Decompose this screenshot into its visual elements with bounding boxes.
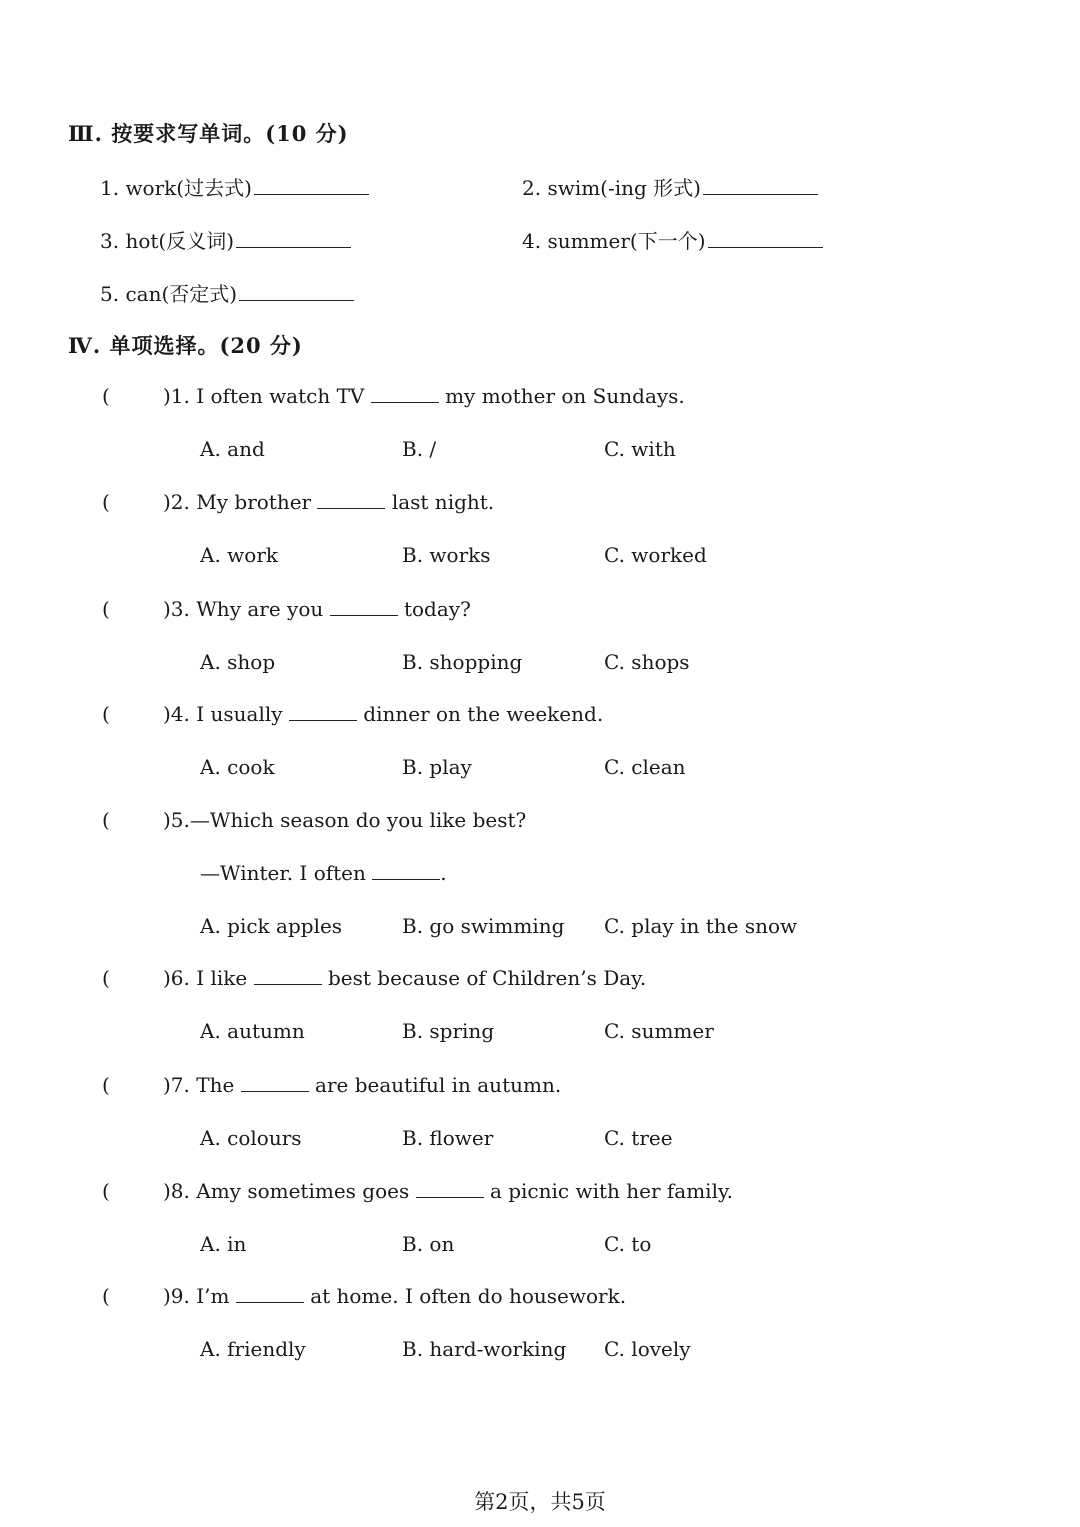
question-blank [241, 1073, 309, 1092]
question-6 [163, 966, 646, 990]
question-number: )1. [163, 384, 190, 408]
question-text: dinner on the weekend. [363, 702, 604, 726]
question-number: )7. [163, 1073, 190, 1097]
option-c: C. clean [604, 755, 686, 779]
question-3 [163, 597, 471, 621]
option-a: A. shop [200, 650, 276, 674]
answer-paren-9[interactable]: ( [102, 1284, 110, 1308]
question-4 [163, 702, 603, 726]
option-a: A. and [200, 437, 265, 461]
answer-paren-2[interactable]: ( [102, 490, 110, 514]
question-number: )2. [163, 490, 190, 514]
question-text: I like [196, 966, 248, 990]
option-b: B. spring [402, 1019, 495, 1043]
option-b: B. flower [402, 1126, 494, 1150]
word-item-5-label: 5. can(否定式) [100, 282, 238, 306]
question-text: at home. I often do housework. [310, 1284, 627, 1308]
option-c: C. with [604, 437, 676, 461]
question-text: My brother [196, 490, 312, 514]
option-b: B. go swimming [402, 914, 565, 938]
option-c: C. worked [604, 543, 707, 567]
question-text: I’m [196, 1284, 230, 1308]
question-blank [416, 1179, 484, 1198]
option-b: B. on [402, 1232, 455, 1256]
option-c: C. to [604, 1232, 652, 1256]
option-b: B. works [402, 543, 491, 567]
question-text: Why are you [196, 597, 324, 621]
answer-paren-4[interactable]: ( [102, 702, 110, 726]
option-b: B. hard-working [402, 1337, 567, 1361]
option-c: C. summer [604, 1019, 714, 1043]
word-item-2 [522, 172, 818, 201]
question-blank [372, 861, 440, 880]
question-text: . [440, 861, 447, 885]
option-c: C. lovely [604, 1337, 691, 1361]
option-b: B. play [402, 755, 472, 779]
question-blank [236, 1284, 304, 1303]
question-blank [289, 702, 357, 721]
word-item-3-label: 3. hot(反义词) [100, 229, 235, 253]
option-a: A. cook [200, 755, 275, 779]
option-a: A. in [200, 1232, 247, 1256]
option-a: A. work [200, 543, 278, 567]
word-item-5 [100, 278, 354, 307]
question-number: )6. [163, 966, 190, 990]
word-item-2-label: 2. swim(-ing 形式) [522, 176, 701, 200]
option-b: B. shopping [402, 650, 523, 674]
question-number: )9. [163, 1284, 190, 1308]
answer-paren-7[interactable]: ( [102, 1073, 110, 1097]
question-text: Amy sometimes goes [196, 1179, 410, 1203]
question-number: )3. [163, 597, 190, 621]
answer-paren-6[interactable]: ( [102, 966, 110, 990]
answer-blank-1[interactable] [254, 176, 369, 195]
question-7 [163, 1073, 561, 1097]
answer-blank-3[interactable] [236, 229, 351, 248]
answer-paren-8[interactable]: ( [102, 1179, 110, 1203]
question-9 [163, 1284, 626, 1308]
section-4-title: Ⅳ. 单项选择。(20 分) [68, 333, 303, 358]
question-text: —Winter. I often [200, 861, 366, 885]
question-8 [163, 1179, 733, 1203]
answer-blank-5[interactable] [239, 282, 354, 301]
question-number: )5. [163, 808, 190, 832]
option-c: C. play in the snow [604, 914, 798, 938]
question-5-line-2 [200, 861, 447, 885]
word-item-3 [100, 225, 351, 254]
question-text: today? [403, 597, 471, 621]
question-blank [317, 490, 385, 509]
question-text: my mother on Sundays. [445, 384, 685, 408]
question-text: are beautiful in autumn. [315, 1073, 562, 1097]
question-number: )8. [163, 1179, 190, 1203]
question-blank [330, 597, 398, 616]
page-number: 第2页，共5页 [474, 1490, 606, 1514]
answer-paren-1[interactable]: ( [102, 384, 110, 408]
answer-paren-3[interactable]: ( [102, 597, 110, 621]
question-number: )4. [163, 702, 190, 726]
question-text: —Which season do you like best? [189, 808, 527, 832]
question-5 [163, 808, 526, 832]
question-text: The [196, 1073, 235, 1097]
question-1 [163, 384, 685, 408]
question-blank [254, 966, 322, 985]
word-item-1 [100, 172, 369, 201]
option-a: A. autumn [200, 1019, 305, 1043]
question-text: I usually [196, 702, 283, 726]
option-a: A. pick apples [200, 914, 343, 938]
option-c: C. tree [604, 1126, 673, 1150]
question-2 [163, 490, 494, 514]
option-b: B. / [402, 437, 437, 461]
word-item-1-label: 1. work(过去式) [100, 176, 252, 200]
question-text: I often watch TV [196, 384, 365, 408]
answer-paren-5[interactable]: ( [102, 808, 110, 832]
section-3-title: Ⅲ. 按要求写单词。(10 分) [68, 121, 349, 146]
question-text: best because of Children’s Day. [327, 966, 647, 990]
word-item-4 [522, 225, 823, 254]
answer-blank-4[interactable] [708, 229, 823, 248]
option-a: A. friendly [200, 1337, 306, 1361]
question-blank [371, 384, 439, 403]
answer-blank-2[interactable] [703, 176, 818, 195]
word-item-4-label: 4. summer(下一个) [522, 229, 706, 253]
question-text: last night. [391, 490, 495, 514]
option-c: C. shops [604, 650, 690, 674]
option-a: A. colours [200, 1126, 302, 1150]
question-text: a picnic with her family. [489, 1179, 733, 1203]
